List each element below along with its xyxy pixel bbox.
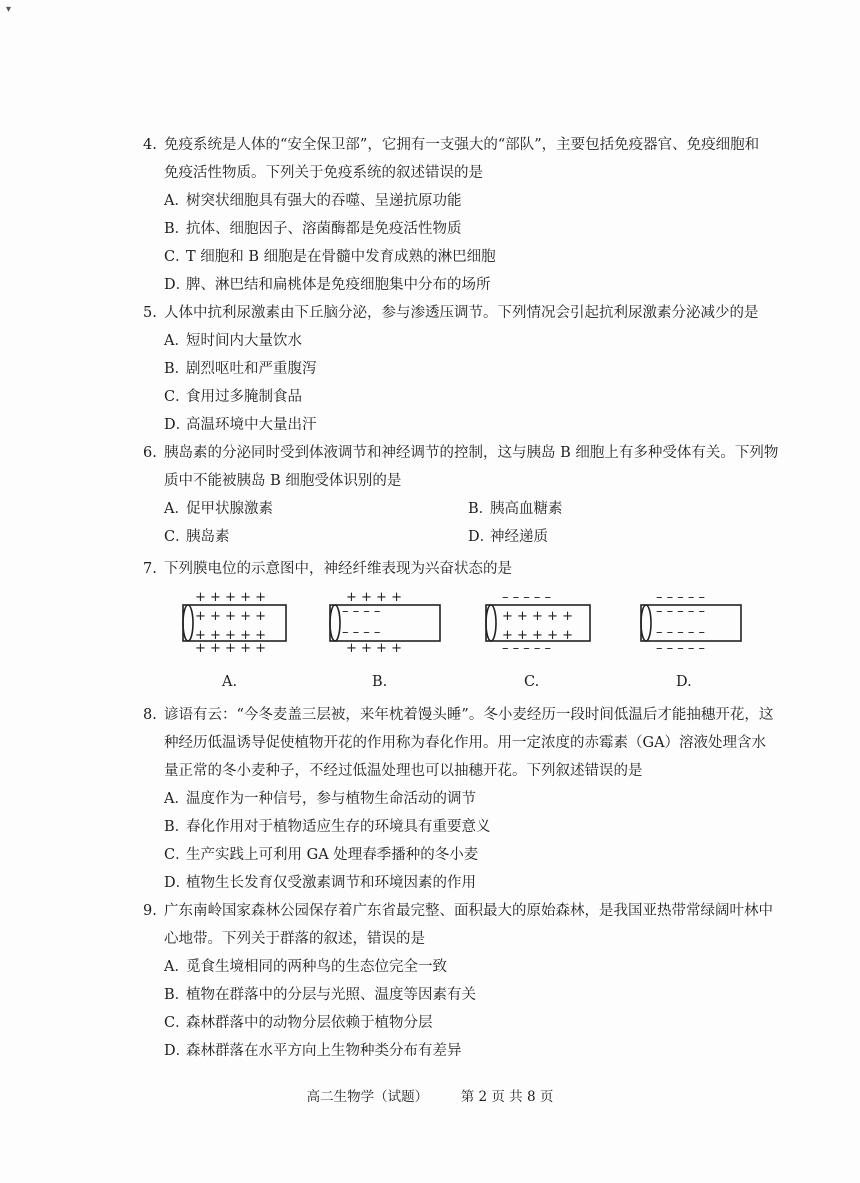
fiber-a-charges	[195, 590, 266, 656]
fiber-b-charges	[342, 590, 402, 656]
question-stem-line: 心地带。下列关于群落的叙述，错误的是	[164, 931, 425, 947]
question-stem-line: 广东南岭国家森林公园保存着广东省最完整、面积最大的原始森林，是我国亚热带常绿阔叶林中	[164, 903, 773, 919]
option-a: A．短时间内大量饮水	[164, 333, 302, 349]
figure-label-b: B.	[372, 674, 388, 690]
option-d: D．高温环境中大量出汗	[164, 417, 317, 433]
option-d: D．脾、淋巴结和扁桃体是免疫细胞集中分布的场所	[164, 277, 491, 293]
question-stem-line: 免疫系统是人体的“安全保卫部”，它拥有一支强大的“部队”，主要包括免疫器官、免疫细胞和	[164, 137, 760, 153]
option-b: B．剧烈呕吐和严重腹泻	[164, 361, 317, 377]
footer-page-number: 第 2 页 共 8 页	[460, 1089, 554, 1105]
svg-text:+ + + +: + + + +	[346, 641, 402, 656]
option-a: A．觅食生境相同的两种鸟的生态位完全一致	[164, 959, 447, 975]
svg-text:+ + + + +: + + + + +	[195, 590, 266, 605]
question-stem-line: 人体中抗利尿激素由下丘脑分泌，参与渗透压调节。下列情况会引起抗利尿激素分泌减少的是	[164, 305, 759, 321]
question-number: 4.	[143, 137, 157, 153]
svg-text:+ + + + +: + + + + +	[195, 628, 266, 643]
question-stem-line: 下列膜电位的示意图中，神经纤维表现为兴奋状态的是	[164, 561, 512, 577]
option-b: B．抗体、细胞因子、溶菌酶都是免疫活性物质	[164, 221, 462, 237]
question-number: 7.	[143, 561, 157, 577]
figure-label-d: D.	[676, 674, 692, 690]
option-d: D．植物生长发育仅受激素调节和环境因素的作用	[164, 875, 476, 891]
fiber-c-charges	[502, 590, 573, 656]
question-number: 9.	[143, 903, 157, 919]
svg-text:– – – – –: – – – – –	[502, 590, 552, 605]
svg-text:+ + + + +: + + + + +	[195, 609, 266, 624]
option-d: D．森林群落在水平方向上生物种类分布有差异	[164, 1043, 462, 1059]
option-b: B．春化作用对于植物适应生存的环境具有重要意义	[164, 819, 491, 835]
question-stem-line: 谚语有云：“今冬麦盖三层被，来年枕着馒头睡”。冬小麦经历一段时间低温后才能抽穗开花，这	[164, 707, 774, 723]
option-a: A．树突状细胞具有强大的吞噬、呈递抗原功能	[164, 193, 462, 209]
footer-subject: 高二生物学（试题）	[306, 1089, 429, 1105]
option-b: B．植物在群落中的分层与光照、温度等因素有关	[164, 987, 476, 1003]
option-a: A．温度作为一种信号，参与植物生命活动的调节	[164, 791, 476, 807]
question-number: 6.	[143, 445, 157, 461]
svg-text:+ + + + +: + + + + +	[502, 609, 573, 624]
option-c: C．T 细胞和 B 细胞是在骨髓中发育成熟的淋巴细胞	[164, 249, 496, 265]
svg-text:– – – – –: – – – – –	[502, 641, 552, 656]
svg-text:– – – – –: – – – – –	[656, 641, 706, 656]
scan-corner-mark: ▾	[6, 4, 12, 15]
option-c: C．胰岛素	[164, 529, 230, 545]
figure-label-a: A.	[222, 674, 238, 690]
option-c: C．森林群落中的动物分层依赖于植物分层	[164, 1015, 433, 1031]
svg-text:+ + + + +: + + + + +	[502, 628, 573, 643]
svg-text:– – – –: – – – –	[342, 604, 381, 619]
page-footer	[0, 1085, 860, 1105]
svg-text:– – – –: – – – –	[342, 625, 381, 640]
question-stem-line: 质中不能被胰岛 B 细胞受体识别的是	[164, 473, 402, 489]
option-b: B．胰高血糖素	[468, 501, 563, 517]
figure-label-c: C.	[524, 674, 540, 690]
option-c: C．食用过多腌制食品	[164, 389, 302, 405]
question-number: 8.	[143, 707, 157, 723]
membrane-potential-figure	[0, 588, 860, 668]
question-stem-line: 种经历低温诱导促使植物开花的作用称为春化作用。用一定浓度的赤霉素（GA）溶液处理含水	[164, 735, 767, 751]
question-number: 5.	[143, 305, 157, 321]
option-d: D．神经递质	[468, 529, 548, 545]
question-stem-line: 量正常的冬小麦种子，不经过低温处理也可以抽穗开花。下列叙述错误的是	[164, 763, 643, 779]
svg-text:– – – – –: – – – – –	[656, 625, 706, 640]
question-stem-line: 胰岛素的分泌同时受到体液调节和神经调节的控制，这与胰岛 B 细胞上有多种受体有关。下列物	[164, 445, 779, 461]
svg-text:+ + + +: + + + +	[346, 590, 402, 605]
fiber-d-charges	[656, 590, 705, 656]
option-c: C．生产实践上可利用 GA 处理春季播种的冬小麦	[164, 847, 479, 863]
svg-text:+ + + + +: + + + + +	[195, 641, 266, 656]
option-a: A．促甲状腺激素	[164, 501, 273, 517]
question-stem-line: 免疫活性物质。下列关于免疫系统的叙述错误的是	[164, 165, 483, 181]
svg-text:– – – – –: – – – – –	[656, 590, 706, 605]
svg-text:– – – – –: – – – – –	[656, 604, 706, 619]
